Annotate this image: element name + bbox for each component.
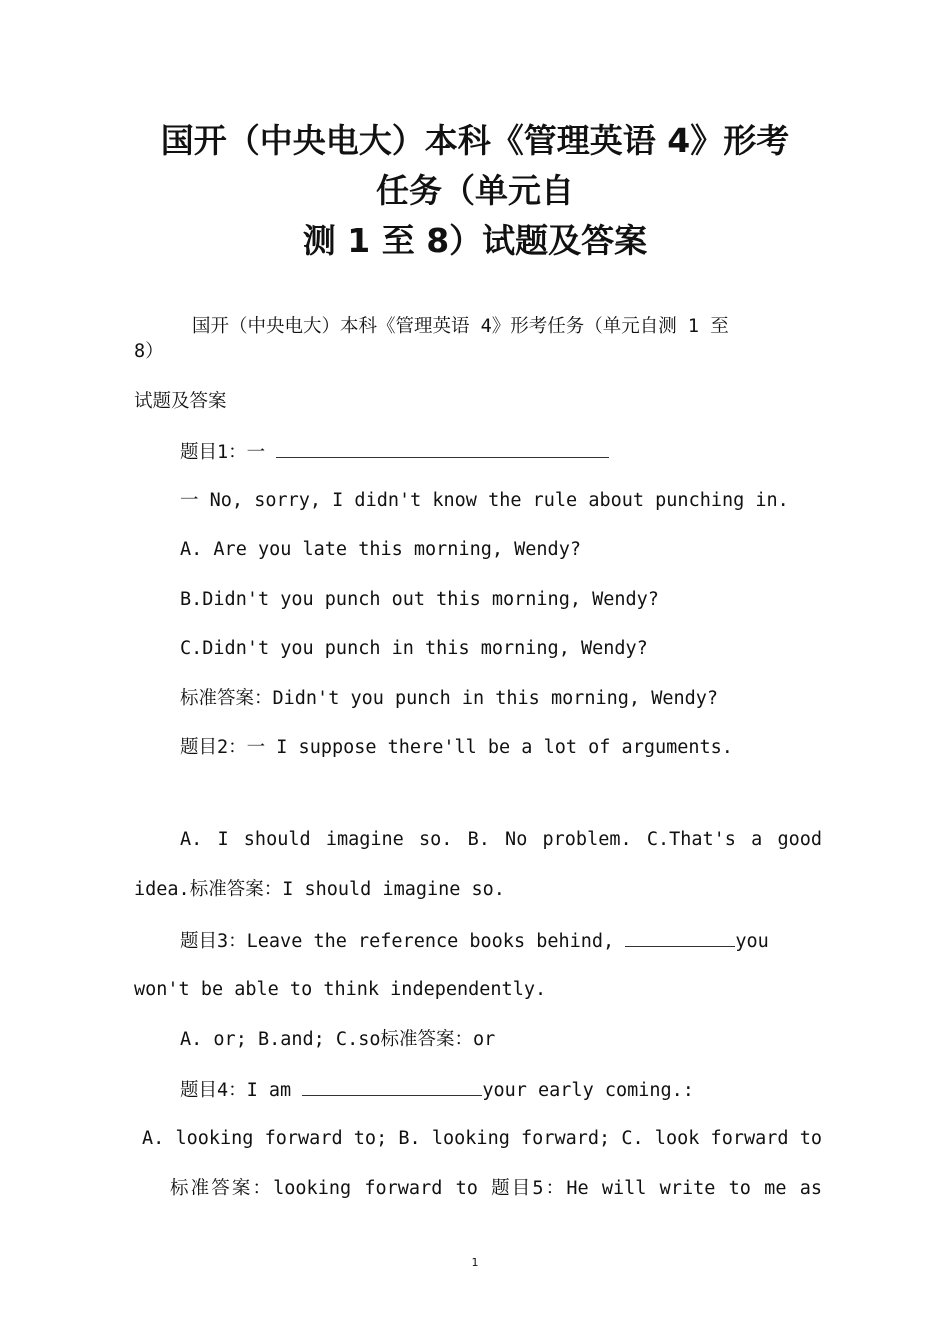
question-1-blank: [276, 439, 609, 458]
question-3-prompt-text: 题目3：Leave the reference books behind,: [180, 931, 626, 952]
page-title-line-3: 测 1 至 8）试题及答案: [302, 221, 648, 260]
question-3-prompt-end: you: [735, 931, 769, 952]
question-2-answer: idea.标准答案：I should imagine so.: [134, 879, 505, 900]
page-title-line-1: 国开（中央电大）本科《管理英语 4》形考: [160, 121, 790, 160]
question-4-prompt-text: 题目4：I am: [180, 1080, 303, 1101]
question-1-prompt: [180, 439, 609, 465]
question-1-answer: 标准答案：Didn't you punch in this morning, Wendy?: [180, 688, 719, 709]
question-3-prompt: [180, 928, 769, 954]
question-4-answer-and-question-5: 标准答案：looking forward to 题目5：He will write to me as: [170, 1178, 822, 1199]
page-title-line-2: 任务（单元自: [376, 171, 574, 210]
question-4-prompt: [180, 1077, 694, 1103]
page-number: 1: [471, 1256, 479, 1269]
question-1-option-a: A. Are you late this morning, Wendy?: [180, 539, 581, 560]
intro-line-3: 试题及答案: [134, 391, 227, 412]
question-3-blank: [625, 928, 735, 947]
question-4-prompt-end: your early coming.:: [482, 1080, 694, 1101]
question-3-options-answer: A. or; B.and; C.so标准答案：or: [180, 1029, 496, 1050]
intro-line-1: 国开（中央电大）本科《管理英语 4》形考任务（单元自测 1 至: [192, 316, 729, 337]
question-1-reply: 一 No, sorry, I didn't know the rule about punching in.: [180, 490, 789, 511]
question-1-option-b: B.Didn't you punch out this morning, Wendy?: [180, 589, 659, 610]
question-1-option-c: C.Didn't you punch in this morning, Wendy?: [180, 638, 648, 659]
question-1-prompt-text: 题目1：一: [180, 442, 277, 463]
question-3-continuation: won't be able to think independently.: [134, 979, 547, 1000]
question-4-blank: [302, 1077, 482, 1096]
question-4-options: A. looking forward to; B. looking forward; C. look forward to: [142, 1128, 822, 1149]
intro-line-2: 8）: [134, 341, 164, 362]
question-2-prompt: 题目2：一 I suppose there'll be a lot of arguments.: [180, 737, 733, 758]
question-2-options: A. I should imagine so. B. No problem. C.That's a good: [180, 829, 822, 850]
